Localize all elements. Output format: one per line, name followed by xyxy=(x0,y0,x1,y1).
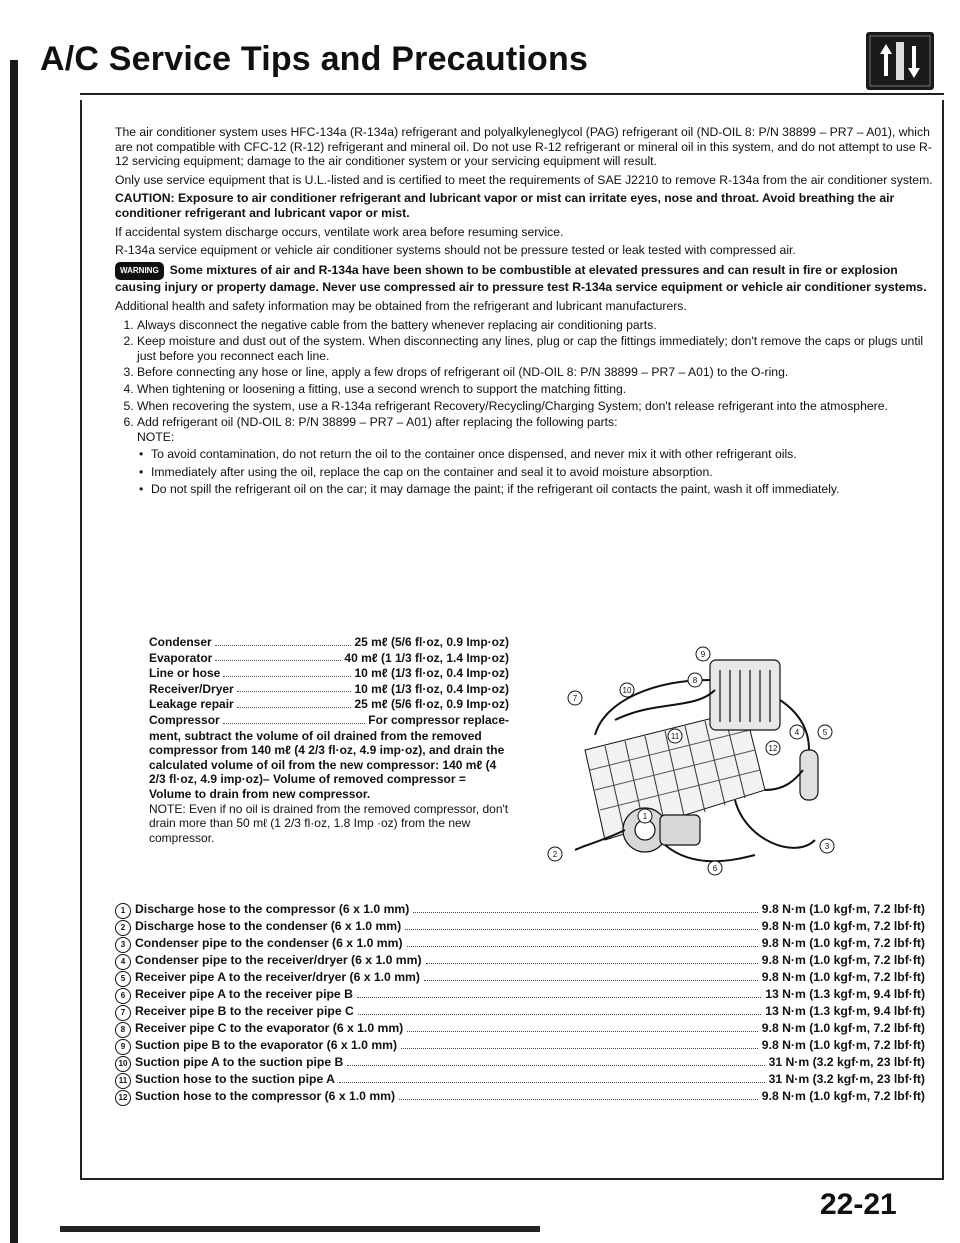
torque-label: Discharge hose to the condenser (6 x 1.0 mm) xyxy=(135,919,402,933)
bottom-scan-bar xyxy=(60,1226,540,1232)
callout-6 xyxy=(708,861,722,875)
leader-dots xyxy=(339,1082,765,1083)
callout-8 xyxy=(688,673,702,687)
note-item: • To avoid contamination, do not return the oil to the container once dispensed, and never mix it with other refrigerant oils. xyxy=(137,447,935,462)
torque-row xyxy=(115,936,925,953)
torque-value: 31 N·m (3.2 kgf·m, 23 lbf·ft) xyxy=(768,1055,925,1069)
callout-label: 12 xyxy=(768,744,778,753)
oil-part: Leakage repair xyxy=(149,697,234,712)
torque-value: 9.8 N·m (1.0 kgf·m, 7.2 lbf·ft) xyxy=(761,1038,925,1052)
callout-label: 4 xyxy=(794,728,800,737)
oil-amount: 10 mℓ (1/3 fl·oz, 0.4 Imp·oz) xyxy=(354,681,509,696)
service-steps xyxy=(115,318,935,498)
caution-text: CAUTION: Exposure to air conditioner refrigerant and lubricant vapor or mist can irritate eyes, nose and throat. Avoid breathing the air conditioner refrigerant and lubricant vapor or mist. xyxy=(115,191,895,220)
left-margin-bar xyxy=(10,60,18,1243)
callout-label: 2 xyxy=(552,850,558,859)
torque-row xyxy=(115,1004,925,1021)
compressor-unit xyxy=(623,808,700,852)
step-item: 3. Before connecting any hose or line, apply a few drops of refrigerant oil (ND-OIL 8: P/N 38899 – PR7 – A01) to the O-ring. xyxy=(137,365,935,380)
torque-value: 31 N·m (3.2 kgf·m, 23 lbf·ft) xyxy=(768,1072,925,1086)
torque-row xyxy=(115,1055,925,1072)
torque-row xyxy=(115,1089,925,1106)
compressor-note: NOTE: Even if no oil is drained from the removed compressor, don't drain more than 50 mℓ (1 2/3 fl·oz, 1.8 Imp ·oz) from the new compressor. xyxy=(149,801,509,845)
callout-label: 3 xyxy=(824,842,830,851)
oil-row xyxy=(149,666,509,681)
warning-text: Some mixtures of air and R-134a have been shown to be combustible at elevated pressures and can result in fire or explosion causing injury or property damage. Never use compressed air to pressure test R-134a service equipment or vehicle air conditioner systems. xyxy=(115,262,927,295)
leader-dots xyxy=(426,963,758,964)
callout-label: 10 xyxy=(622,686,632,695)
oil-row xyxy=(149,682,509,697)
leader-dots xyxy=(357,997,761,998)
oil-amount: 40 mℓ (1 1/3 fl·oz, 1.4 Imp·oz) xyxy=(344,650,509,665)
oil-row xyxy=(149,635,509,650)
callout-number: 12 xyxy=(115,1090,131,1106)
leader-dots xyxy=(237,697,352,708)
step-item: 2. Keep moisture and dust out of the system. When disconnecting any lines, plug or cap the fittings immediately; don't remove the caps or plugs until just before you reconnect each line. xyxy=(137,334,935,363)
note-item: • Do not spill the refrigerant oil on the car; it may damage the paint; if the refrigerant oil contacts the paint, wash it off immediately. xyxy=(137,482,935,497)
torque-label: Suction pipe B to the evaporator (6 x 1.0 mm) xyxy=(135,1038,398,1052)
leader-dots xyxy=(399,1099,758,1100)
torque-label: Receiver pipe B to the receiver pipe C xyxy=(135,1004,354,1018)
callout-4 xyxy=(790,725,804,739)
page-title: A/C Service Tips and Precautions xyxy=(40,40,589,78)
callout-label: 6 xyxy=(712,864,718,873)
step-6-text: Add refrigerant oil (ND-OIL 8: P/N 38899 – PR7 – A01) after replacing the following parts: xyxy=(137,415,618,430)
ac-service-icon xyxy=(866,32,934,90)
torque-value: 9.8 N·m (1.0 kgf·m, 7.2 lbf·ft) xyxy=(761,919,925,933)
intro-paragraph-3: If accidental system discharge occurs, ventilate work area before resuming service. xyxy=(115,224,564,239)
step-item: 4. When tightening or loosening a fitting, use a second wrench to support the matching fitting. xyxy=(137,382,935,397)
warning-icon: WARNING xyxy=(115,262,164,281)
torque-label: Receiver pipe A to the receiver/dryer (6 x 1.0 mm) xyxy=(135,970,420,984)
leader-dots xyxy=(215,635,352,646)
torque-spec-list xyxy=(115,902,925,1106)
torque-label: Condenser pipe to the condenser (6 x 1.0 mm) xyxy=(135,936,403,950)
callout-12 xyxy=(766,741,780,755)
callout-number: 1 xyxy=(115,903,131,919)
leader-dots xyxy=(223,666,351,677)
callout-number: 4 xyxy=(115,954,131,970)
main-text xyxy=(115,125,935,500)
callout-11 xyxy=(668,729,682,743)
torque-row xyxy=(115,902,925,919)
torque-label: Suction hose to the compressor (6 x 1.0 mm) xyxy=(135,1089,396,1103)
leader-dots xyxy=(407,1031,758,1032)
note-list xyxy=(137,447,935,497)
callout-number: 11 xyxy=(115,1073,131,1089)
warning-block xyxy=(115,262,935,295)
oil-amount: 25 mℓ (5/6 fl·oz, 0.9 Imp·oz) xyxy=(354,697,509,712)
oil-part: Evaporator xyxy=(149,650,213,665)
compressor-block xyxy=(149,713,509,845)
callout-3 xyxy=(820,839,834,853)
torque-row xyxy=(115,1021,925,1038)
callout-number: 9 xyxy=(115,1039,131,1055)
torque-label: Receiver pipe A to the receiver pipe B xyxy=(135,987,353,1001)
leader-dots xyxy=(358,1014,761,1015)
torque-row xyxy=(115,987,925,1004)
note-label: NOTE: xyxy=(137,429,175,444)
callout-number: 6 xyxy=(115,988,131,1004)
torque-label: Suction pipe A to the suction pipe B xyxy=(135,1055,344,1069)
oil-part: Condenser xyxy=(149,635,212,649)
top-rule xyxy=(80,93,944,95)
oil-amount: 10 mℓ (1/3 fl·oz, 0.4 Imp·oz) xyxy=(354,666,509,681)
intro-paragraph-4: R-134a service equipment or vehicle air conditioner systems should not be pressure tested or leak tested with compressed air. xyxy=(115,243,796,258)
note-item: • Immediately after using the oil, replace the cap on the container and seal it to avoid moisture absorption. xyxy=(137,465,935,480)
callout-2 xyxy=(548,847,562,861)
callout-number: 10 xyxy=(115,1056,131,1072)
leader-dots xyxy=(237,682,352,693)
leader-dots xyxy=(347,1065,764,1066)
compressor-text: ment, subtract the volume of oil drained from the removed compressor from 140 mℓ (4 2/3 fl·oz, 4.9 imp·oz), and drain the calculated volume of oil from the new compressor: 140 mℓ (4 2/3 fl·oz, 4.9 imp·oz)– Volume of removed compressor = Volume to drain from new compressor. xyxy=(149,728,505,801)
torque-row xyxy=(115,970,925,987)
page-number: 22-21 xyxy=(820,1188,897,1221)
callout-7 xyxy=(568,691,582,705)
oil-row xyxy=(149,697,509,712)
torque-row xyxy=(115,1038,925,1055)
callout-number: 8 xyxy=(115,1022,131,1038)
step-item: 1. Always disconnect the negative cable from the battery whenever replacing air conditioning parts. xyxy=(137,318,935,333)
callout-number: 2 xyxy=(115,920,131,936)
torque-label: Discharge hose to the compressor (6 x 1.0 mm) xyxy=(135,902,410,916)
ac-service-icon-graphic xyxy=(866,32,934,90)
receiver-dryer xyxy=(800,750,818,800)
intro-paragraph-1: The air conditioner system uses HFC-134a (R-134a) refrigerant and polyalkyleneglycol (PAG) refrigerant oil (ND-OIL 8: P/N 38899 – PR7 – A01), which are not compatible with CFC-12 (R-12) refrigerant and mineral oil. Do not use R-12 refrigerant or mineral oil in this system, and do not attempt to use R-12 servicing equipment; damage to the air conditioner system or your servicing equipment will result. xyxy=(115,125,932,169)
callout-number: 3 xyxy=(115,937,131,953)
callout-number: 7 xyxy=(115,1005,131,1021)
torque-row xyxy=(115,953,925,970)
oil-part: Compressor xyxy=(149,712,220,727)
callout-label: 9 xyxy=(700,650,706,659)
torque-label: Receiver pipe C to the evaporator (6 x 1.0 mm) xyxy=(135,1021,404,1035)
torque-value: 13 N·m (1.3 kgf·m, 9.4 lbf·ft) xyxy=(765,1004,925,1018)
oil-row xyxy=(149,651,509,666)
torque-row xyxy=(115,1072,925,1089)
torque-value: 9.8 N·m (1.0 kgf·m, 7.2 lbf·ft) xyxy=(761,902,925,916)
leader-dots xyxy=(407,946,758,947)
leader-dots xyxy=(405,929,758,930)
torque-value: 9.8 N·m (1.0 kgf·m, 7.2 lbf·ft) xyxy=(761,970,925,984)
step-item xyxy=(137,415,935,497)
callout-10 xyxy=(620,683,634,697)
oil-amount-list xyxy=(149,635,509,845)
leader-dots xyxy=(215,651,341,662)
callout-number: 5 xyxy=(115,971,131,987)
ac-system-diagram xyxy=(535,640,865,885)
step-item: 5. When recovering the system, use a R-134a refrigerant Recovery/Recycling/Charging System; don't release refrigerant into the atmosphere. xyxy=(137,399,935,414)
callout-1 xyxy=(638,809,652,823)
callout-label: 8 xyxy=(692,676,698,685)
leader-dots xyxy=(223,713,366,724)
bottom-rule xyxy=(80,1178,944,1180)
callout-label: 7 xyxy=(572,694,578,703)
oil-amount: 25 mℓ (5/6 fl·oz, 0.9 Imp·oz) xyxy=(354,635,509,649)
torque-value: 9.8 N·m (1.0 kgf·m, 7.2 lbf·ft) xyxy=(761,1021,925,1035)
torque-value: 9.8 N·m (1.0 kgf·m, 7.2 lbf·ft) xyxy=(761,953,925,967)
torque-value: 9.8 N·m (1.0 kgf·m, 7.2 lbf·ft) xyxy=(761,1089,925,1103)
torque-label: Suction hose to the suction pipe A xyxy=(135,1072,335,1086)
torque-value: 13 N·m (1.3 kgf·m, 9.4 lbf·ft) xyxy=(765,987,925,1001)
oil-part: Receiver/Dryer xyxy=(149,681,234,696)
callout-5 xyxy=(818,725,832,739)
oil-part: Line or hose xyxy=(149,666,221,681)
additional-info: Additional health and safety information may be obtained from the refrigerant and lubricant manufacturers. xyxy=(115,298,687,313)
leader-dots xyxy=(401,1048,758,1049)
compressor-lead: For compressor replace- xyxy=(368,712,509,727)
leader-dots xyxy=(413,912,757,913)
callout-label: 1 xyxy=(642,812,648,821)
intro-paragraph-2: Only use service equipment that is U.L.-listed and is certified to meet the requirements of SAE J2210 to remove R-134a from the air conditioner system. xyxy=(115,172,933,187)
callout-label: 11 xyxy=(670,732,680,741)
oil-row xyxy=(149,713,509,728)
torque-label: Condenser pipe to the receiver/dryer (6 x 1.0 mm) xyxy=(135,953,422,967)
evaporator-unit xyxy=(710,660,780,730)
leader-dots xyxy=(424,980,758,981)
torque-row xyxy=(115,919,925,936)
callout-label: 5 xyxy=(822,728,828,737)
torque-value: 9.8 N·m (1.0 kgf·m, 7.2 lbf·ft) xyxy=(761,936,925,950)
callout-9 xyxy=(696,647,710,661)
